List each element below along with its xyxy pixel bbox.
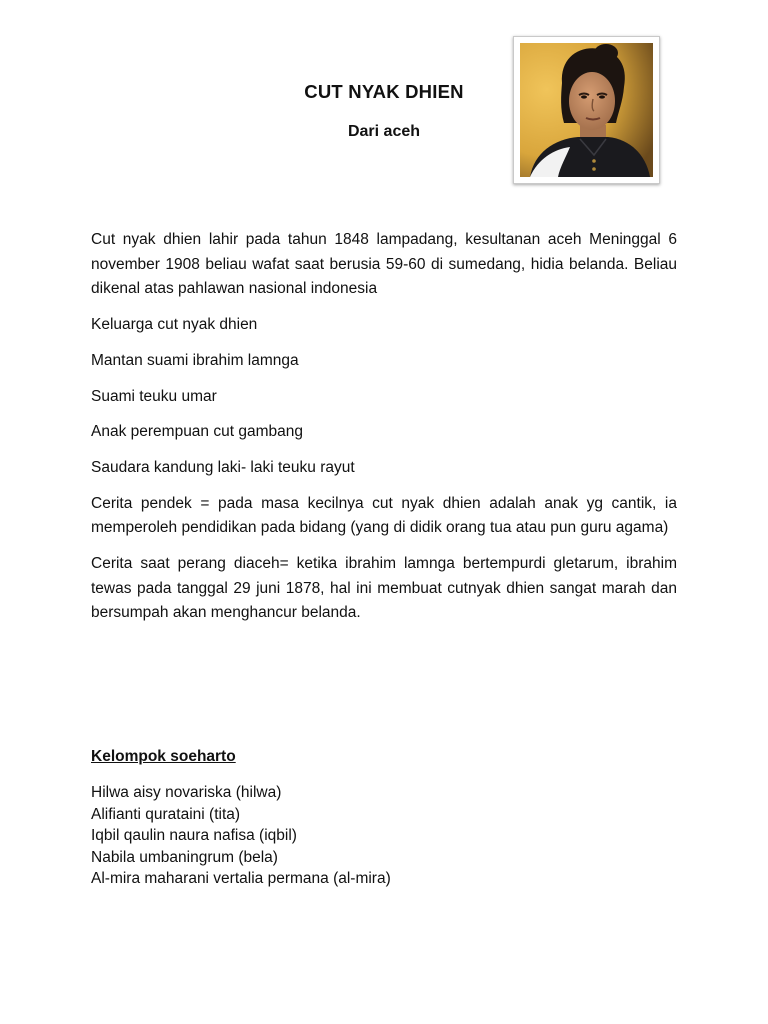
paragraph-family-heading: Keluarga cut nyak dhien (91, 316, 258, 334)
portrait-painting (520, 43, 653, 177)
paragraph-daughter: Anak perempuan cut gambang (91, 423, 303, 441)
page-title: CUT NYAK DHIEN (304, 81, 464, 102)
page-subtitle: Dari aceh (347, 123, 421, 140)
paragraph-short-story: Cerita pendek = pada masa kecilnya cut nyak dhien adalah anak yg cantik, ia memperoleh pendidikan pada bidang (yang di didik orang tua atau pun guru agama) (91, 494, 677, 537)
list-item: Hilwa aisy novariska (hilwa) (91, 784, 282, 801)
list-item: Iqbil qaulin naura nafisa (iqbil) (91, 827, 297, 844)
list-item: Alifianti qurataini (tita) (91, 805, 241, 823)
group-member-list (91, 782, 391, 890)
portrait-image (513, 36, 660, 184)
document-body (91, 228, 677, 637)
group-heading: Kelompok soeharto (91, 748, 236, 765)
paragraph-husband: Suami teuku umar (91, 387, 217, 405)
paragraph-former-husband: Mantan suami ibrahim lamnga (91, 351, 299, 369)
list-item: Al-mira maharani vertalia permana (al-mira) (91, 870, 391, 887)
paragraph-sibling: Saudara kandung laki- laki teuku rayut (91, 458, 355, 476)
paragraph-war-story: Cerita saat perang diaceh= ketika ibrahim lamnga bertempurdi gletarum, ibrahim tewas pada tanggal 29 juni 1878, hal ini membuat cutnyak dhien sangat marah dan bersumpah akan menghancur belanda. (91, 555, 677, 622)
list-item: Nabila umbaningrum (bela) (91, 848, 278, 866)
paragraph-biography: Cut nyak dhien lahir pada tahun 1848 lampadang, kesultanan aceh Meninggal 6 november 1908 beliau wafat saat berusia 59-60 di sumedang, hidia belanda. Beliau dikenal atas pahlawan nasional indonesia (91, 231, 677, 298)
